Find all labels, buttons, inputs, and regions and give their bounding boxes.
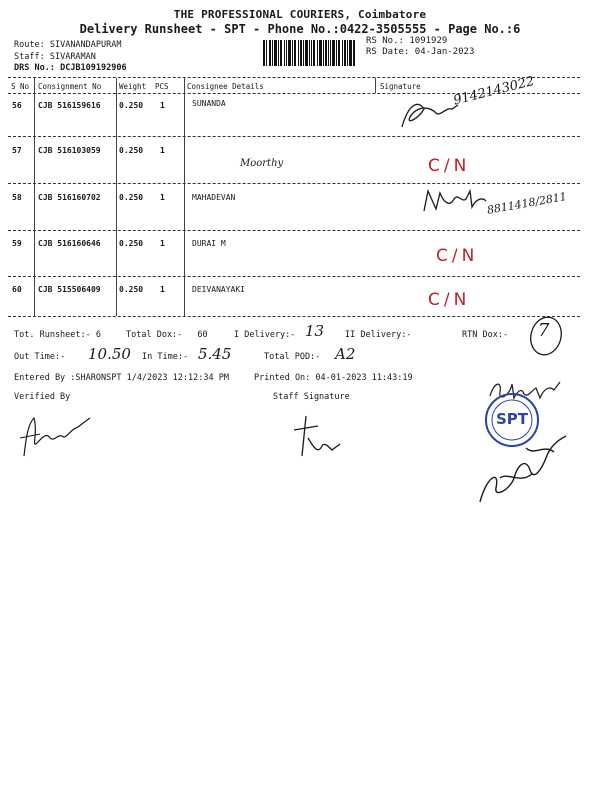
company-title: THE PROFESSIONAL COURIERS, Coimbatore <box>173 8 427 21</box>
out-time-label: Out Time:- <box>14 352 66 362</box>
row-pcs: 1 <box>160 101 165 110</box>
row-consignment: CJB 516160702 <box>38 193 101 202</box>
total-dox <box>126 330 208 340</box>
row60-cn-mark: C/N <box>428 290 471 310</box>
row-pcs: 1 <box>160 193 165 202</box>
stamp-text: SPT <box>496 410 529 428</box>
tot-runsheet-value: 6 <box>95 330 102 340</box>
drs-label: DRS No.: <box>14 63 55 73</box>
rs-no-line <box>366 36 447 46</box>
row-weight: 0.250 <box>119 285 144 294</box>
staff-signature <box>288 408 348 464</box>
row57-cn-mark: C/N <box>428 156 471 176</box>
col-consignee: Consignee Details <box>187 82 264 91</box>
i-delivery-label: I Delivery:- <box>234 330 296 340</box>
rtn-dox-label: RTN Dox:- <box>462 330 509 340</box>
row-pcs: 1 <box>160 239 165 248</box>
col-consignment: Consignment No <box>38 82 102 91</box>
row-separator <box>8 183 580 184</box>
staff-line <box>14 52 96 62</box>
table-top-rule <box>8 77 580 78</box>
row-weight: 0.250 <box>119 146 144 155</box>
row-sno: 59 <box>12 239 22 248</box>
rs-no-label: RS No.: <box>366 36 404 46</box>
staff-signature-label: Staff Signature <box>273 392 350 402</box>
printed-on: Printed On: 04-01-2023 11:43:19 <box>254 373 413 383</box>
row-sno: 57 <box>12 146 22 155</box>
row-weight: 0.250 <box>119 239 144 248</box>
out-time-handwritten: 10.50 <box>88 345 131 363</box>
drs-value: DCJB109192906 <box>60 63 127 73</box>
row-separator <box>8 276 580 277</box>
in-time-handwritten: 5.45 <box>198 345 232 363</box>
row56-handwritten-phone: 9142143022 <box>452 73 536 109</box>
tot-runsheet <box>14 330 101 340</box>
total-pod-handwritten: A2 <box>335 345 356 363</box>
row-pcs: 1 <box>160 146 165 155</box>
row-consignment: CJB 516159616 <box>38 101 101 110</box>
row-consignment: CJB 516160646 <box>38 239 101 248</box>
row-sno: 56 <box>12 101 22 110</box>
route-label: Route: <box>14 40 45 50</box>
table-divider <box>375 78 376 93</box>
staff-label: Staff: <box>14 52 45 62</box>
row-pcs: 1 <box>160 285 165 294</box>
staff-value: SIVARAMAN <box>49 52 96 62</box>
rs-date-value: 04-Jan-2023 <box>414 47 475 57</box>
table-divider <box>34 78 35 316</box>
runsheet-subtitle: Delivery Runsheet - SPT - Phone No.:0422-3505555 - Page No.:6 <box>79 22 521 36</box>
row58-signature <box>420 185 490 219</box>
rs-date-label: RS Date: <box>366 47 410 57</box>
row-separator <box>8 230 580 231</box>
total-pod-label: Total POD:- <box>264 352 321 362</box>
in-time-label: In Time:- <box>142 352 189 362</box>
row-weight: 0.250 <box>119 101 144 110</box>
total-dox-value: 60 <box>197 330 208 340</box>
row-weight: 0.250 <box>119 193 144 202</box>
barcode-image <box>263 40 355 66</box>
row-separator <box>8 136 580 137</box>
col-sno: S No <box>11 82 30 91</box>
rs-no-value: 1091929 <box>409 36 448 46</box>
row-sno: 58 <box>12 193 22 202</box>
i-delivery-handwritten: 13 <box>305 322 325 340</box>
col-weight: Weight <box>119 82 147 91</box>
row-consignee: DEIVANAYAKI <box>192 285 245 294</box>
table-bottom-rule <box>8 316 580 317</box>
row-sno: 60 <box>12 285 22 294</box>
verified-by-signature <box>14 408 104 464</box>
verified-by-label: Verified By <box>14 392 71 402</box>
drs-line <box>14 63 127 73</box>
row-consignment: CJB 515506409 <box>38 285 101 294</box>
route-line <box>14 40 122 50</box>
entered-by: Entered By :SHARONSPT 1/4/2023 12:12:34 PM <box>14 373 229 383</box>
table-divider <box>116 78 117 316</box>
stamp-overwrite-signature <box>470 418 580 508</box>
col-pcs: PCS <box>155 82 169 91</box>
row57-handwritten-name: Moorthy <box>240 158 284 169</box>
rs-date-line <box>366 47 474 57</box>
total-dox-label: Total Dox:- <box>126 330 183 340</box>
ii-delivery-label: II Delivery:- <box>345 330 412 340</box>
row-consignee: SUNANDA <box>192 99 226 108</box>
rtn-dox-handwritten: 7 <box>538 320 550 341</box>
row-consignment: CJB 516103059 <box>38 146 101 155</box>
table-divider <box>184 78 185 316</box>
route-value: SIVANANDAPURAM <box>49 40 122 50</box>
tot-runsheet-label: Tot. Runsheet:- <box>14 330 91 340</box>
row-consignee: MAHADEVAN <box>192 193 236 202</box>
row59-cn-mark: C/N <box>436 246 479 266</box>
row58-handwritten-phone: 8811418/2811 <box>486 189 568 217</box>
row-consignee: DURAI M <box>192 239 226 248</box>
col-signature: Signature <box>380 82 421 91</box>
